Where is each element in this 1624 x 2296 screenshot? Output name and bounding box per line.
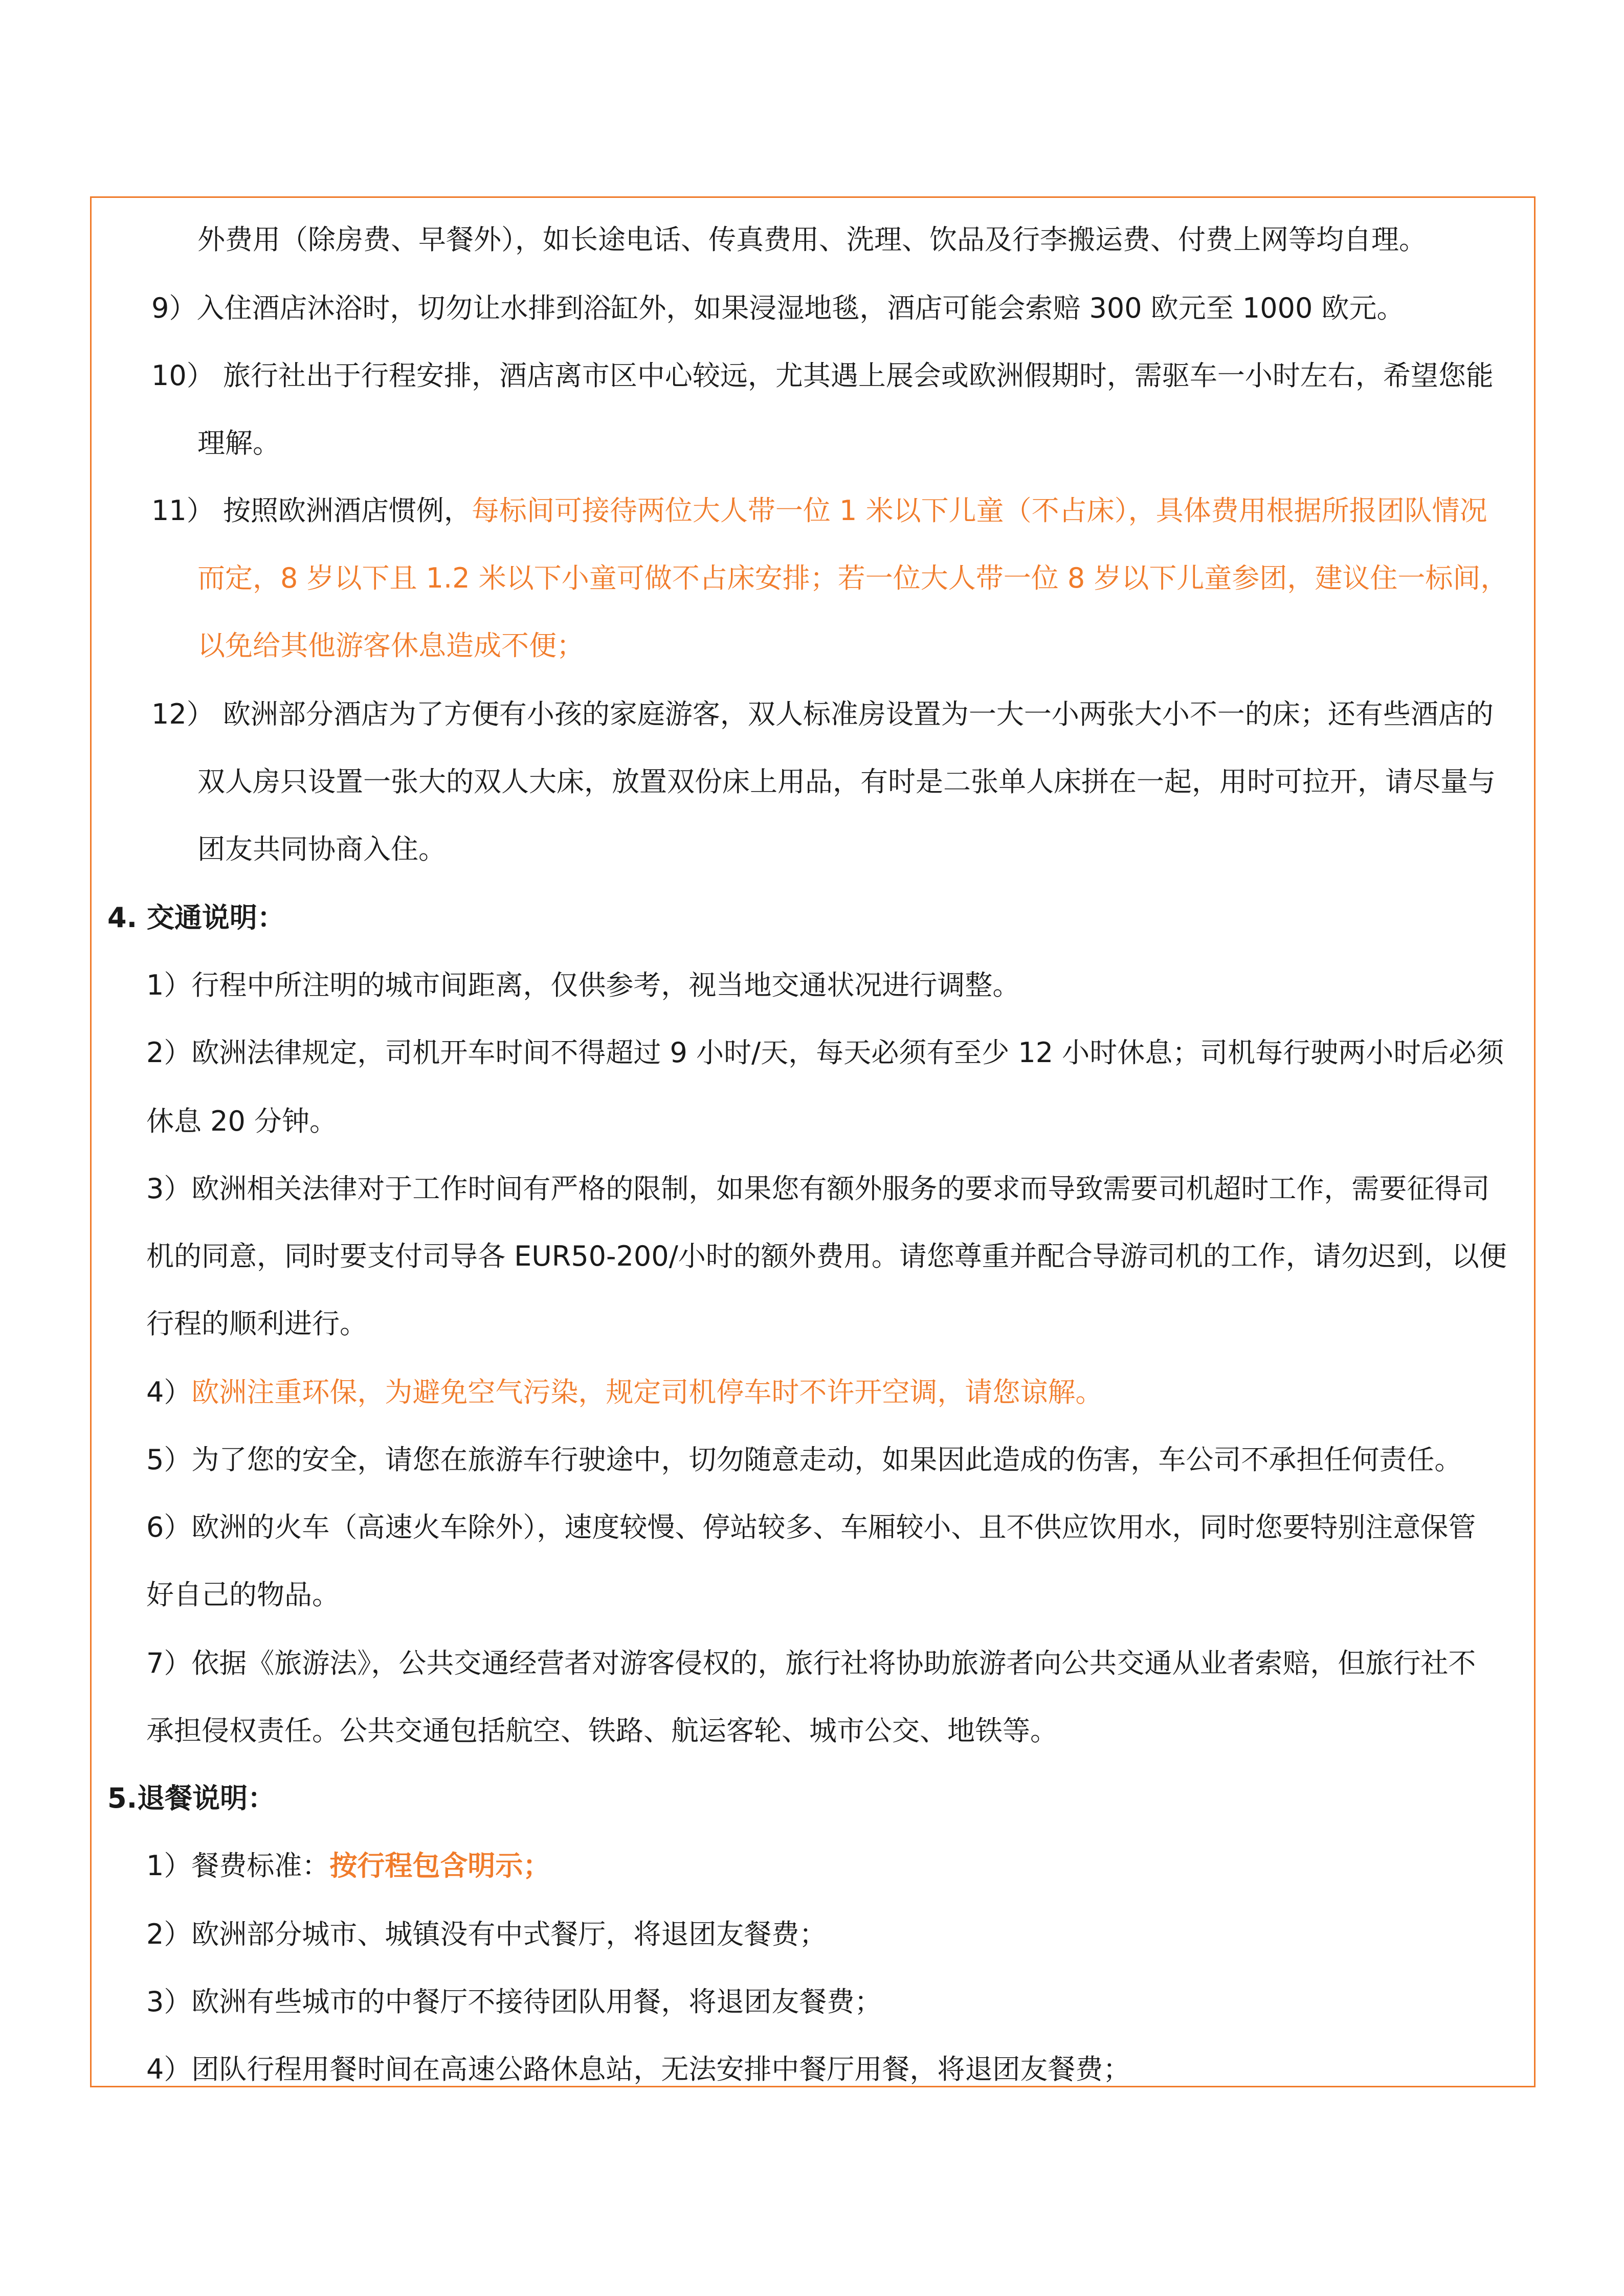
transport-item-3-line3: 行程的顺利进行。 (146, 1308, 367, 1340)
hotel-item-12-line2: 双人房只设置一张大的双人大床，放置双份床上用品，有时是二张单人床拼在一起，用时可拉开，请尽量与 (197, 766, 1496, 798)
hotel-item-10-line2: 理解。 (197, 427, 280, 459)
transport-item-6-line2: 好自己的物品。 (146, 1579, 340, 1611)
meals-item-1-prefix: 1）餐费标准： (146, 1850, 330, 1882)
transport-item-1: 1）行程中所注明的城市间距离，仅供参考，视当地交通状况进行调整。 (146, 969, 1020, 1001)
transport-item-4-highlight: 欧洲注重环保，为避免空气污染，规定司机停车时不许开空调，请您谅解。 (191, 1376, 1103, 1408)
content-frame (90, 196, 1536, 2087)
hotel-item-9: 9）入住酒店沐浴时，切勿让水排到浴缸外，如果浸湿地毯，酒店可能会索赔 300 欧元至 1000 欧元。 (151, 292, 1405, 324)
transport-item-2-line2: 休息 20 分钟。 (146, 1105, 338, 1137)
hotel-item-11-highlight-1: 每标间可接待两位大人带一位 1 米以下儿童（不占床），具体费用根据所报团队情况 (471, 494, 1487, 527)
transport-item-5: 5）为了您的安全，请您在旅游车行驶途中，切勿随意走动，如果因此造成的伤害，车公司不承担任何责任。 (146, 1444, 1462, 1476)
transport-item-2-line1: 2）欧洲法律规定，司机开车时间不得超过 9 小时/天，每天必须有至少 12 小时休息；司机每行驶两小时后必须 (146, 1037, 1504, 1069)
meals-item-1 (146, 1849, 550, 1883)
meals-item-1-highlight: 按行程包含明示； (329, 1850, 551, 1882)
transport-item-7-line1: 7）依据《旅游法》，公共交通经营者对游客侵权的，旅行社将协助旅游者向公共交通从业者索赔，但旅行社不 (146, 1647, 1476, 1679)
hotel-item-12-line3: 团友共同协商入住。 (197, 833, 446, 865)
hotel-item-11-highlight-3: 以免给其他游客休息造成不便； (197, 629, 584, 662)
meals-heading: 5.退餐说明： (107, 1782, 276, 1814)
hotel-item-12-line1: 12） 欧洲部分酒店为了方便有小孩的家庭游客，双人标准房设置为一大一小两张大小不一的床；还有些酒店的 (151, 698, 1494, 730)
hotel-item-10-line1: 10） 旅行社出于行程安排，酒店离市区中心较远，尤其遇上展会或欧洲假期时，需驱车一小时左右，希望您能 (151, 359, 1494, 392)
hotel-item-11-line1 (151, 494, 1487, 528)
transport-item-3-line2: 机的同意，同时要支付司导各 EUR50-200/小时的额外费用。请您尊重并配合导游司机的工作，请勿迟到，以便 (146, 1240, 1507, 1272)
hotel-item-11-highlight-2: 而定，8 岁以下且 1.2 米以下小童可做不占床安排；若一位大人带一位 8 岁以下儿童参团，建议住一标间， (197, 562, 1508, 594)
hotel-fee-note: 外费用（除房费、早餐外），如长途电话、传真费用、洗理、饮品及行李搬运费、付费上网等均自理。 (197, 223, 1427, 256)
transport-item-3-line1: 3）欧洲相关法律对于工作时间有严格的限制，如果您有额外服务的要求而导致需要司机超时工作，需要征得司 (146, 1173, 1490, 1205)
meals-item-2: 2）欧洲部分城市、城镇没有中式餐厅，将退团友餐费； (146, 1918, 827, 1950)
transport-item-4 (146, 1376, 1103, 1409)
meals-item-4: 4）团队行程用餐时间在高速公路休息站，无法安排中餐厅用餐，将退团友餐费； (146, 2053, 1131, 2085)
transport-item-4-prefix: 4） (146, 1376, 192, 1408)
meals-item-3: 3）欧洲有些城市的中餐厅不接待团队用餐，将退团友餐费； (146, 1986, 882, 2018)
transport-heading: 4. 交通说明： (107, 902, 285, 934)
hotel-item-11-prefix: 11） 按照欧洲酒店惯例， (151, 494, 472, 527)
transport-item-7-line2: 承担侵权责任。公共交通包括航空、铁路、航运客轮、城市公交、地铁等。 (146, 1715, 1058, 1747)
transport-item-6-line1: 6）欧洲的火车（高速火车除外），速度较慢、停站较多、车厢较小、且不供应饮用水，同时您要特别注意保管 (146, 1511, 1476, 1543)
